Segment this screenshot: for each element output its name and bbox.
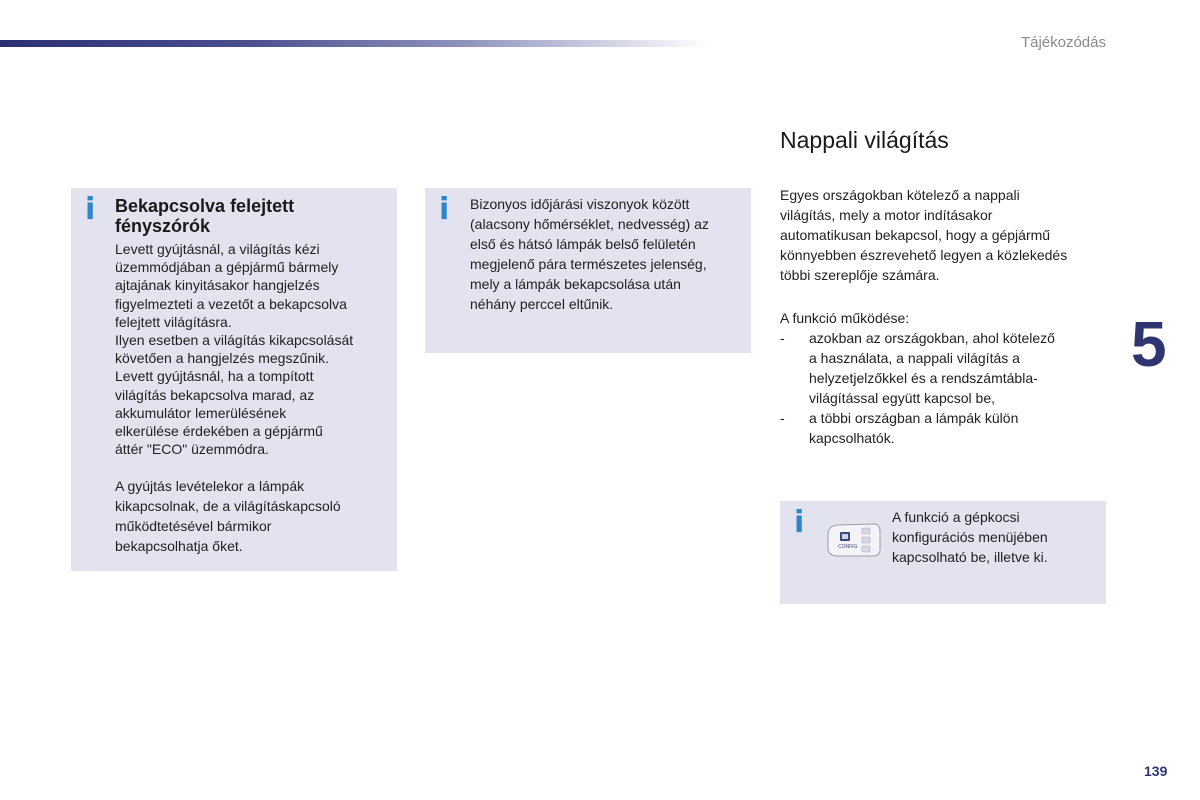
intro-paragraph: Egyes országokban kötelező a nappali világítás, mely a motor indításakor automatikusan bekapcsol, hogy a gépjármű könnyebben észrevehető legyen a közlekedés többi szereplője számára. <box>780 187 1068 283</box>
chapter-number: 5 <box>1131 308 1167 380</box>
info-box-text: A funkció a gépkocsi konfigurációs menüjében kapcsolható be, illetve ki. <box>892 509 1048 565</box>
info-box-text: Bizonyos időjárási viszonyok között (alacsony hőmérséklet, nedvesség) az első és hátsó lámpák belső felületén megjelenő pára természetes jelenség, mely a lámpák bekapcsolása után néhány perccel eltűnik. <box>470 196 709 312</box>
bullet-dash: - <box>780 410 785 426</box>
page-heading: Nappali világítás <box>780 127 949 153</box>
function-description <box>780 308 1110 448</box>
info-box-headlamps <box>71 188 397 571</box>
header-gradient-bar <box>0 40 710 47</box>
info-icon: i <box>794 505 805 540</box>
info-box-paragraph-1: Levett gyújtásnál, a világítás kézi üzemmódjában a gépjármű bármely ajtajának kinyitásakor hangjelzés figyelmezteti a vezetőt a bekapcsolva felejtett világításra. Ilyen esetben a világítás kikapcsolását követően a hangjelzés megszűnik. Levett gyújtásnál, ha a tompított világítás bekapcsolva marad, az akkumulátor lemerülésének elkerülése érdekében a gépjármű áttér "ECO" üzemmódra. <box>115 241 354 458</box>
info-icon: i <box>85 192 96 227</box>
info-box-config <box>780 501 1106 604</box>
page-number: 139 <box>1144 763 1168 779</box>
bullet-dash: - <box>780 330 785 346</box>
function-label: A funkció működése: <box>780 310 910 326</box>
info-box-paragraph-2: A gyújtás levételekor a lámpák kikapcsolnak, de a világításkapcsoló működtetésével bármikor bekapcsolhatja őket. <box>115 478 341 554</box>
info-box-title: Bekapcsolva felejtett fényszórók <box>115 196 295 236</box>
info-icon: i <box>439 192 450 227</box>
config-button-label: CONFIG <box>838 544 858 550</box>
section-title: Tájékozódás <box>1020 34 1106 51</box>
info-box-condensation <box>425 188 751 353</box>
config-button-icon <box>824 522 882 558</box>
list-item: - a többi országban a lámpák külön kapcsolhatók. <box>780 410 1019 446</box>
list-item: - azokban az országokban, ahol kötelező a használata, a nappali világítás a helyzetjelzőkkel és a rendszámtábla- világítással együtt kapcsol be, <box>780 330 1055 406</box>
